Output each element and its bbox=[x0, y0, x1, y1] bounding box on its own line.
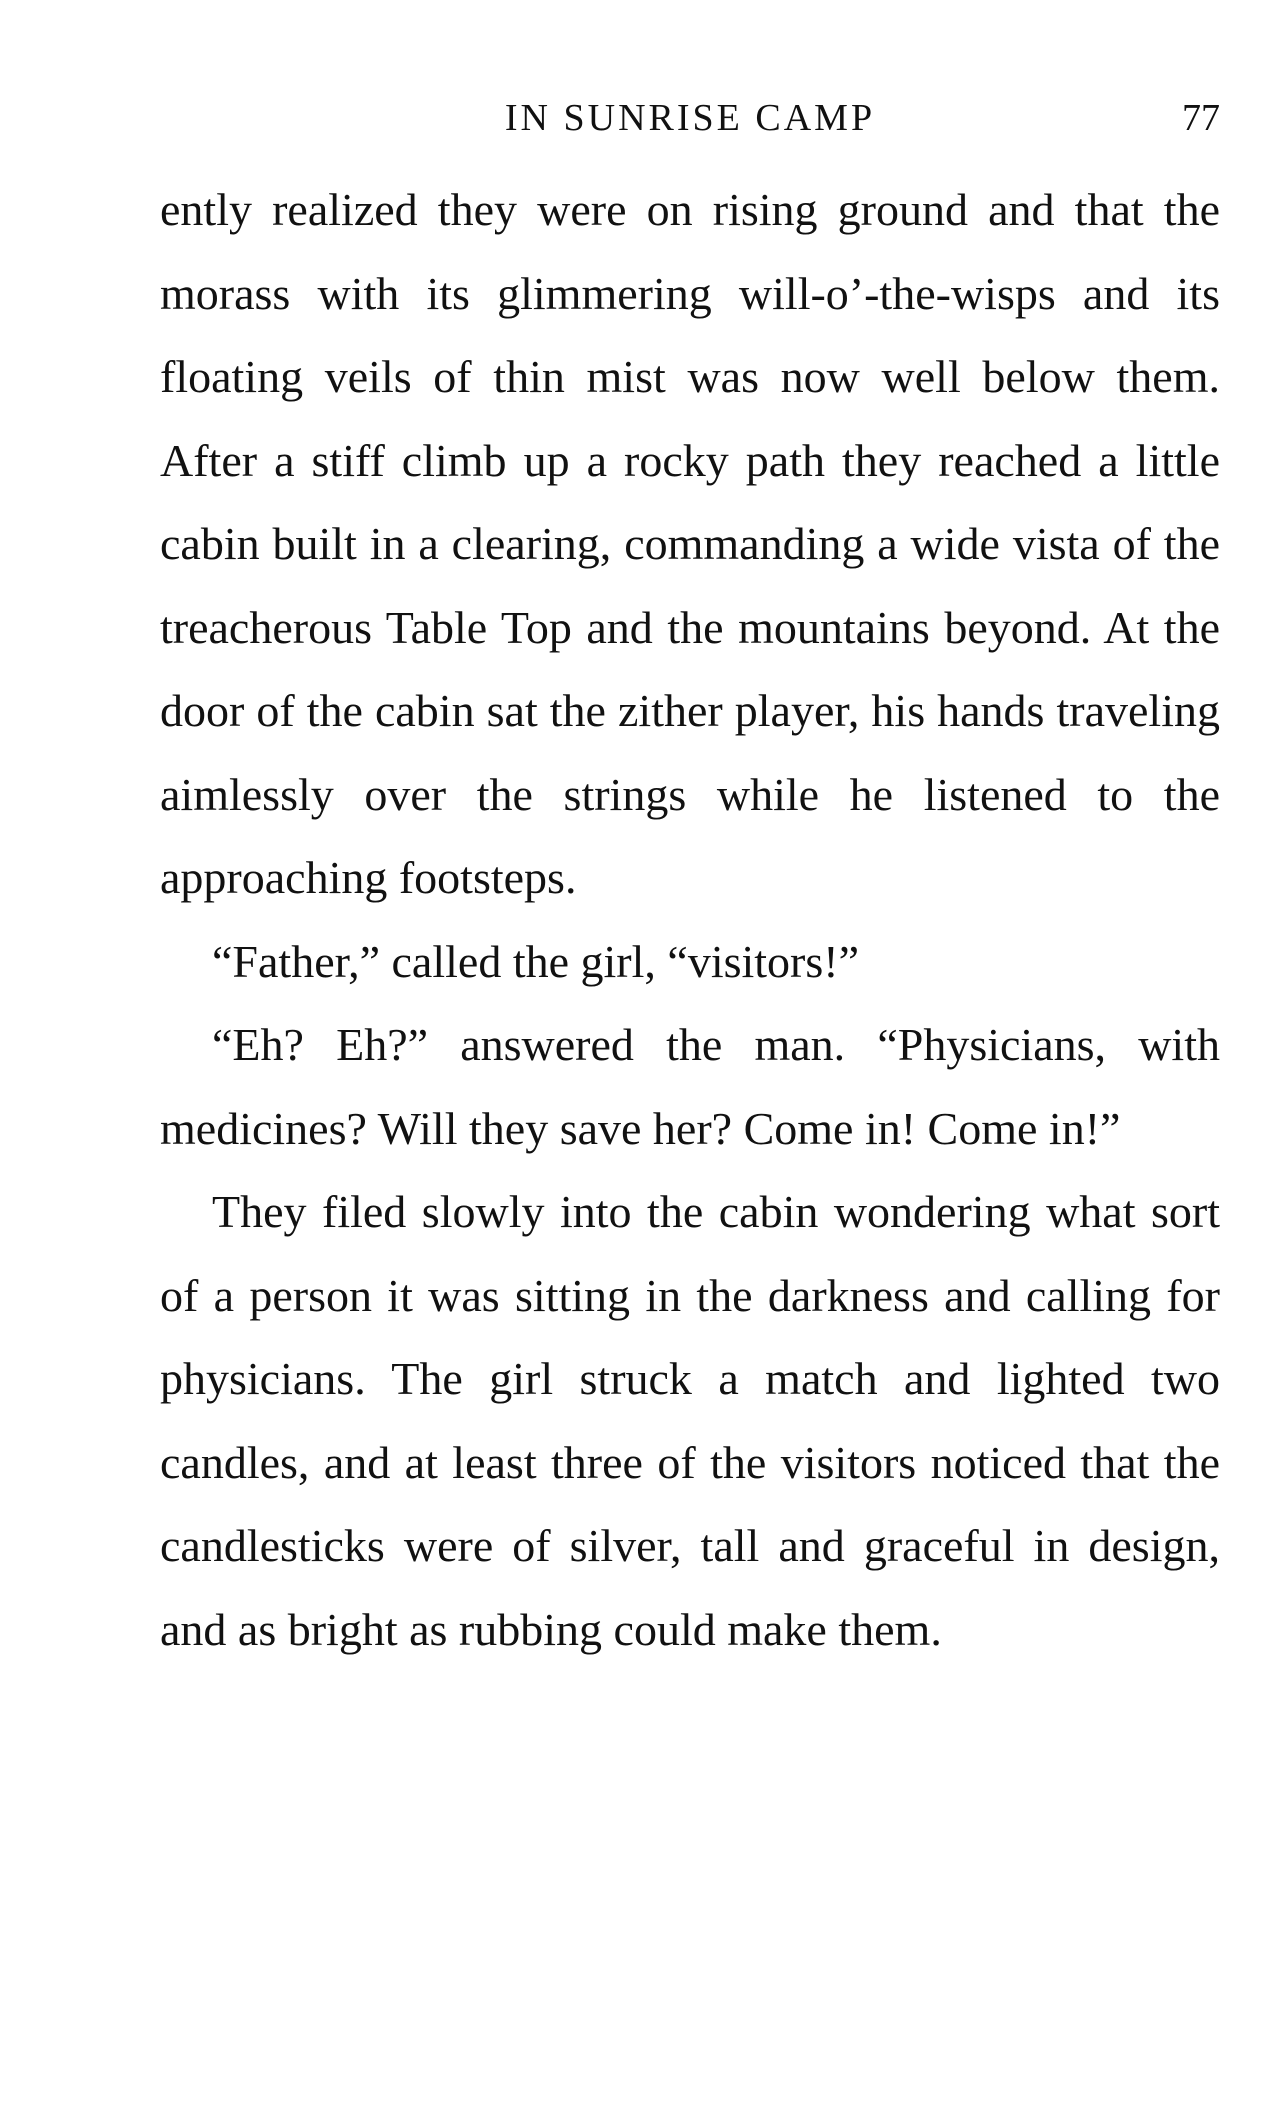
page-number: 77 bbox=[1182, 97, 1220, 139]
body-text bbox=[160, 168, 1220, 1671]
paragraph-eh-answered: “Eh? Eh?” answered the man. “Physicians, with medicines? Will they save her? Come in! Come in!” bbox=[160, 1019, 1220, 1154]
running-title: IN SUNRISE CAMP bbox=[504, 97, 876, 139]
paragraph-filed-slowly: They filed slowly into the cabin wondering what sort of a person it was sitting in the darkness and calling for physicians. The girl struck a match and lighted two candles, and at least three of the visitors noticed that the candlesticks were of silver, tall and graceful in design, and as bright as rubbing could make them. bbox=[160, 1186, 1220, 1655]
paragraph-continued: ently realized they were on rising ground and that the morass with its glimmering will-o’-the-wisps and its floating veils of thin mist was now well below them. After a stiff climb up a rocky path they reached a little cabin built in a clearing, commanding a wide vista of the treacherous Table Top and the mountains beyond. At the door of the cabin sat the zither player, his hands traveling aimlessly over the strings while he listened to the approaching footsteps. bbox=[160, 184, 1220, 903]
running-head bbox=[160, 90, 1220, 146]
paragraph-father-called: “Father,” called the girl, “visitors!” bbox=[212, 935, 860, 987]
